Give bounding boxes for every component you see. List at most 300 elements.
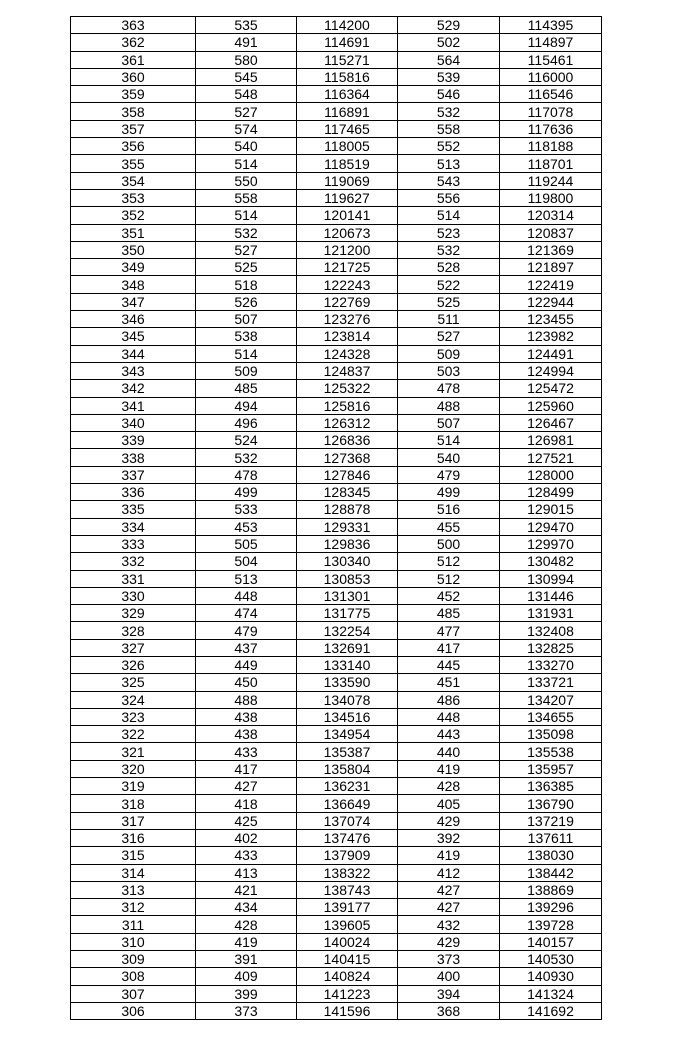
count-cell-b: 452 — [398, 587, 500, 604]
count-cell-a: 491 — [196, 34, 297, 51]
cumulative-cell-a: 135387 — [297, 743, 398, 760]
count-cell-a: 538 — [196, 328, 297, 345]
score-cell: 309 — [71, 951, 196, 968]
score-cell: 321 — [71, 743, 196, 760]
count-cell-b: 564 — [398, 51, 500, 68]
count-cell-a: 499 — [196, 484, 297, 501]
cumulative-cell-b: 119244 — [500, 172, 602, 189]
score-cell: 349 — [71, 259, 196, 276]
count-cell-b: 419 — [398, 760, 500, 777]
cumulative-cell-a: 116364 — [297, 86, 398, 103]
score-cell: 337 — [71, 466, 196, 483]
table-row — [71, 17, 602, 34]
count-cell-b: 511 — [398, 311, 500, 328]
table-row — [71, 120, 602, 137]
score-table — [70, 16, 602, 1020]
score-cell: 324 — [71, 691, 196, 708]
table-row — [71, 899, 602, 916]
score-cell: 329 — [71, 605, 196, 622]
table-row — [71, 397, 602, 414]
count-cell-b: 502 — [398, 34, 500, 51]
score-cell: 362 — [71, 34, 196, 51]
cumulative-cell-a: 115271 — [297, 51, 398, 68]
cumulative-cell-b: 115461 — [500, 51, 602, 68]
count-cell-b: 539 — [398, 68, 500, 85]
count-cell-a: 418 — [196, 795, 297, 812]
table-row — [71, 466, 602, 483]
cumulative-cell-b: 122944 — [500, 293, 602, 310]
count-cell-a: 533 — [196, 501, 297, 518]
cumulative-cell-a: 140024 — [297, 933, 398, 950]
count-cell-a: 437 — [196, 639, 297, 656]
count-cell-a: 558 — [196, 189, 297, 206]
table-row — [71, 484, 602, 501]
cumulative-cell-b: 116000 — [500, 68, 602, 85]
count-cell-a: 425 — [196, 812, 297, 829]
count-cell-b: 429 — [398, 933, 500, 950]
cumulative-cell-b: 136385 — [500, 778, 602, 795]
count-cell-a: 550 — [196, 172, 297, 189]
count-cell-a: 409 — [196, 968, 297, 985]
cumulative-cell-a: 134078 — [297, 691, 398, 708]
cumulative-cell-b: 117636 — [500, 120, 602, 137]
cumulative-cell-b: 118701 — [500, 155, 602, 172]
score-cell: 331 — [71, 570, 196, 587]
cumulative-cell-b: 138442 — [500, 864, 602, 881]
table-row — [71, 656, 602, 673]
cumulative-cell-a: 130340 — [297, 553, 398, 570]
cumulative-cell-b: 123982 — [500, 328, 602, 345]
score-cell: 322 — [71, 726, 196, 743]
count-cell-b: 514 — [398, 207, 500, 224]
count-cell-a: 427 — [196, 778, 297, 795]
count-cell-b: 427 — [398, 899, 500, 916]
cumulative-cell-a: 118519 — [297, 155, 398, 172]
cumulative-cell-b: 136790 — [500, 795, 602, 812]
count-cell-b: 540 — [398, 449, 500, 466]
score-cell: 351 — [71, 224, 196, 241]
cumulative-cell-b: 138030 — [500, 847, 602, 864]
table-row — [71, 34, 602, 51]
cumulative-cell-a: 138743 — [297, 881, 398, 898]
cumulative-cell-a: 121725 — [297, 259, 398, 276]
table-row — [71, 881, 602, 898]
score-cell: 312 — [71, 899, 196, 916]
count-cell-a: 419 — [196, 933, 297, 950]
table-row — [71, 985, 602, 1002]
cumulative-cell-a: 132254 — [297, 622, 398, 639]
table-row — [71, 639, 602, 656]
cumulative-cell-b: 114897 — [500, 34, 602, 51]
cumulative-cell-a: 131301 — [297, 587, 398, 604]
score-cell: 361 — [71, 51, 196, 68]
cumulative-cell-b: 126981 — [500, 432, 602, 449]
cumulative-cell-b: 133721 — [500, 674, 602, 691]
table-row — [71, 345, 602, 362]
cumulative-cell-a: 136649 — [297, 795, 398, 812]
cumulative-cell-a: 129331 — [297, 518, 398, 535]
count-cell-a: 474 — [196, 605, 297, 622]
table-row — [71, 847, 602, 864]
score-cell: 346 — [71, 311, 196, 328]
table-row — [71, 605, 602, 622]
count-cell-a: 574 — [196, 120, 297, 137]
table-row — [71, 380, 602, 397]
score-cell: 348 — [71, 276, 196, 293]
count-cell-b: 552 — [398, 138, 500, 155]
table-row — [71, 622, 602, 639]
cumulative-cell-a: 125322 — [297, 380, 398, 397]
count-cell-b: 477 — [398, 622, 500, 639]
count-cell-a: 433 — [196, 743, 297, 760]
count-cell-b: 543 — [398, 172, 500, 189]
count-cell-a: 514 — [196, 345, 297, 362]
count-cell-b: 525 — [398, 293, 500, 310]
count-cell-b: 373 — [398, 951, 500, 968]
cumulative-cell-a: 130853 — [297, 570, 398, 587]
cumulative-cell-b: 140530 — [500, 951, 602, 968]
count-cell-b: 527 — [398, 328, 500, 345]
cumulative-cell-a: 122243 — [297, 276, 398, 293]
score-cell: 345 — [71, 328, 196, 345]
score-cell: 328 — [71, 622, 196, 639]
count-cell-b: 394 — [398, 985, 500, 1002]
score-cell: 316 — [71, 829, 196, 846]
cumulative-cell-b: 139728 — [500, 916, 602, 933]
count-cell-b: 478 — [398, 380, 500, 397]
cumulative-cell-b: 141692 — [500, 1002, 602, 1019]
score-cell: 307 — [71, 985, 196, 1002]
count-cell-a: 417 — [196, 760, 297, 777]
score-cell: 332 — [71, 553, 196, 570]
score-cell: 343 — [71, 362, 196, 379]
table-row — [71, 951, 602, 968]
cumulative-cell-b: 135538 — [500, 743, 602, 760]
table-row — [71, 864, 602, 881]
cumulative-cell-a: 115816 — [297, 68, 398, 85]
table-row — [71, 414, 602, 431]
cumulative-cell-b: 122419 — [500, 276, 602, 293]
count-cell-b: 427 — [398, 881, 500, 898]
count-cell-a: 485 — [196, 380, 297, 397]
table-row — [71, 68, 602, 85]
cumulative-cell-b: 124994 — [500, 362, 602, 379]
count-cell-b: 532 — [398, 103, 500, 120]
count-cell-a: 402 — [196, 829, 297, 846]
cumulative-cell-a: 119069 — [297, 172, 398, 189]
cumulative-cell-a: 132691 — [297, 639, 398, 656]
count-cell-b: 440 — [398, 743, 500, 760]
count-cell-a: 580 — [196, 51, 297, 68]
table-row — [71, 1002, 602, 1019]
cumulative-cell-a: 139177 — [297, 899, 398, 916]
cumulative-cell-a: 123276 — [297, 311, 398, 328]
cumulative-cell-a: 124328 — [297, 345, 398, 362]
table-row — [71, 691, 602, 708]
count-cell-b: 443 — [398, 726, 500, 743]
table-row — [71, 587, 602, 604]
cumulative-cell-a: 121200 — [297, 241, 398, 258]
count-cell-a: 373 — [196, 1002, 297, 1019]
count-cell-b: 503 — [398, 362, 500, 379]
count-cell-b: 514 — [398, 432, 500, 449]
count-cell-b: 500 — [398, 535, 500, 552]
count-cell-a: 514 — [196, 207, 297, 224]
score-cell: 357 — [71, 120, 196, 137]
score-cell: 350 — [71, 241, 196, 258]
cumulative-cell-b: 129015 — [500, 501, 602, 518]
cumulative-cell-b: 127521 — [500, 449, 602, 466]
count-cell-a: 453 — [196, 518, 297, 535]
score-cell: 358 — [71, 103, 196, 120]
cumulative-cell-a: 138322 — [297, 864, 398, 881]
count-cell-a: 496 — [196, 414, 297, 431]
table-row — [71, 778, 602, 795]
table-row — [71, 189, 602, 206]
table-row — [71, 553, 602, 570]
count-cell-a: 494 — [196, 397, 297, 414]
cumulative-cell-a: 137909 — [297, 847, 398, 864]
count-cell-a: 428 — [196, 916, 297, 933]
cumulative-cell-b: 129970 — [500, 535, 602, 552]
count-cell-a: 514 — [196, 155, 297, 172]
cumulative-cell-b: 140157 — [500, 933, 602, 950]
cumulative-cell-a: 131775 — [297, 605, 398, 622]
cumulative-cell-b: 119800 — [500, 189, 602, 206]
count-cell-a: 526 — [196, 293, 297, 310]
cumulative-cell-a: 120673 — [297, 224, 398, 241]
count-cell-a: 545 — [196, 68, 297, 85]
count-cell-b: 417 — [398, 639, 500, 656]
cumulative-cell-a: 137476 — [297, 829, 398, 846]
score-cell: 308 — [71, 968, 196, 985]
count-cell-a: 391 — [196, 951, 297, 968]
cumulative-cell-b: 131931 — [500, 605, 602, 622]
count-cell-a: 505 — [196, 535, 297, 552]
table-row — [71, 570, 602, 587]
count-cell-b: 523 — [398, 224, 500, 241]
count-cell-b: 485 — [398, 605, 500, 622]
count-cell-a: 479 — [196, 622, 297, 639]
cumulative-cell-b: 133270 — [500, 656, 602, 673]
table-row — [71, 103, 602, 120]
cumulative-cell-b: 138869 — [500, 881, 602, 898]
cumulative-cell-b: 141324 — [500, 985, 602, 1002]
count-cell-a: 504 — [196, 553, 297, 570]
count-cell-b: 528 — [398, 259, 500, 276]
score-cell: 352 — [71, 207, 196, 224]
table-row — [71, 293, 602, 310]
score-cell: 320 — [71, 760, 196, 777]
count-cell-b: 400 — [398, 968, 500, 985]
cumulative-cell-a: 114200 — [297, 17, 398, 34]
table-row — [71, 172, 602, 189]
count-cell-b: 546 — [398, 86, 500, 103]
count-cell-b: 513 — [398, 155, 500, 172]
cumulative-cell-a: 137074 — [297, 812, 398, 829]
score-cell: 315 — [71, 847, 196, 864]
count-cell-a: 438 — [196, 726, 297, 743]
count-cell-b: 419 — [398, 847, 500, 864]
score-cell: 355 — [71, 155, 196, 172]
cumulative-cell-a: 126312 — [297, 414, 398, 431]
cumulative-cell-a: 119627 — [297, 189, 398, 206]
cumulative-cell-b: 121897 — [500, 259, 602, 276]
table-row — [71, 795, 602, 812]
cumulative-cell-b: 125472 — [500, 380, 602, 397]
cumulative-cell-b: 116546 — [500, 86, 602, 103]
table-row — [71, 155, 602, 172]
score-cell: 310 — [71, 933, 196, 950]
table-row — [71, 311, 602, 328]
score-cell: 363 — [71, 17, 196, 34]
cumulative-cell-b: 135957 — [500, 760, 602, 777]
score-cell: 333 — [71, 535, 196, 552]
cumulative-cell-a: 127846 — [297, 466, 398, 483]
count-cell-a: 540 — [196, 138, 297, 155]
cumulative-cell-b: 123455 — [500, 311, 602, 328]
cumulative-cell-b: 124491 — [500, 345, 602, 362]
cumulative-cell-b: 132408 — [500, 622, 602, 639]
table-row — [71, 328, 602, 345]
score-cell: 356 — [71, 138, 196, 155]
count-cell-b: 412 — [398, 864, 500, 881]
table-row — [71, 86, 602, 103]
cumulative-cell-a: 136231 — [297, 778, 398, 795]
count-cell-b: 486 — [398, 691, 500, 708]
count-cell-b: 479 — [398, 466, 500, 483]
table-row — [71, 708, 602, 725]
score-cell: 311 — [71, 916, 196, 933]
cumulative-cell-a: 124837 — [297, 362, 398, 379]
table-row — [71, 535, 602, 552]
score-cell: 306 — [71, 1002, 196, 1019]
count-cell-a: 525 — [196, 259, 297, 276]
table-row — [71, 760, 602, 777]
cumulative-cell-b: 121369 — [500, 241, 602, 258]
score-cell: 330 — [71, 587, 196, 604]
count-cell-b: 507 — [398, 414, 500, 431]
count-cell-a: 449 — [196, 656, 297, 673]
cumulative-cell-a: 125816 — [297, 397, 398, 414]
table-row — [71, 518, 602, 535]
count-cell-a: 448 — [196, 587, 297, 604]
cumulative-cell-a: 140415 — [297, 951, 398, 968]
count-cell-b: 451 — [398, 674, 500, 691]
cumulative-cell-a: 141223 — [297, 985, 398, 1002]
score-cell: 326 — [71, 656, 196, 673]
count-cell-b: 522 — [398, 276, 500, 293]
count-cell-a: 535 — [196, 17, 297, 34]
count-cell-a: 513 — [196, 570, 297, 587]
count-cell-b: 392 — [398, 829, 500, 846]
count-cell-b: 512 — [398, 570, 500, 587]
table-row — [71, 933, 602, 950]
count-cell-a: 527 — [196, 241, 297, 258]
cumulative-cell-a: 128345 — [297, 484, 398, 501]
score-cell: 338 — [71, 449, 196, 466]
count-cell-a: 532 — [196, 224, 297, 241]
count-cell-b: 432 — [398, 916, 500, 933]
score-cell: 336 — [71, 484, 196, 501]
cumulative-cell-a: 123814 — [297, 328, 398, 345]
score-cell: 318 — [71, 795, 196, 812]
cumulative-cell-a: 116891 — [297, 103, 398, 120]
table-row — [71, 829, 602, 846]
table-row — [71, 674, 602, 691]
cumulative-cell-a: 127368 — [297, 449, 398, 466]
cumulative-cell-b: 114395 — [500, 17, 602, 34]
cumulative-cell-b: 120314 — [500, 207, 602, 224]
count-cell-a: 399 — [196, 985, 297, 1002]
count-cell-a: 518 — [196, 276, 297, 293]
count-cell-a: 527 — [196, 103, 297, 120]
cumulative-cell-a: 134516 — [297, 708, 398, 725]
cumulative-cell-b: 128499 — [500, 484, 602, 501]
score-cell: 353 — [71, 189, 196, 206]
count-cell-b: 448 — [398, 708, 500, 725]
cumulative-cell-a: 120141 — [297, 207, 398, 224]
cumulative-cell-a: 133590 — [297, 674, 398, 691]
cumulative-cell-b: 137611 — [500, 829, 602, 846]
cumulative-cell-a: 118005 — [297, 138, 398, 155]
count-cell-b: 532 — [398, 241, 500, 258]
score-cell: 340 — [71, 414, 196, 431]
cumulative-cell-b: 135098 — [500, 726, 602, 743]
score-cell: 359 — [71, 86, 196, 103]
table-row — [71, 207, 602, 224]
score-cell: 319 — [71, 778, 196, 795]
cumulative-cell-a: 128878 — [297, 501, 398, 518]
count-cell-a: 438 — [196, 708, 297, 725]
cumulative-cell-a: 117465 — [297, 120, 398, 137]
cumulative-cell-a: 139605 — [297, 916, 398, 933]
score-cell: 325 — [71, 674, 196, 691]
count-cell-b: 445 — [398, 656, 500, 673]
count-cell-b: 556 — [398, 189, 500, 206]
count-cell-b: 428 — [398, 778, 500, 795]
score-cell: 314 — [71, 864, 196, 881]
table-row — [71, 432, 602, 449]
table-row — [71, 51, 602, 68]
table-row — [71, 259, 602, 276]
count-cell-b: 529 — [398, 17, 500, 34]
cumulative-cell-b: 134207 — [500, 691, 602, 708]
count-cell-b: 509 — [398, 345, 500, 362]
cumulative-cell-b: 137219 — [500, 812, 602, 829]
cumulative-cell-b: 129470 — [500, 518, 602, 535]
count-cell-b: 516 — [398, 501, 500, 518]
count-cell-b: 512 — [398, 553, 500, 570]
table-row — [71, 501, 602, 518]
cumulative-cell-b: 139296 — [500, 899, 602, 916]
count-cell-b: 558 — [398, 120, 500, 137]
count-cell-a: 421 — [196, 881, 297, 898]
cumulative-cell-b: 120837 — [500, 224, 602, 241]
score-cell: 335 — [71, 501, 196, 518]
score-cell: 327 — [71, 639, 196, 656]
score-cell: 317 — [71, 812, 196, 829]
score-cell: 323 — [71, 708, 196, 725]
cumulative-cell-b: 131446 — [500, 587, 602, 604]
table-row — [71, 449, 602, 466]
score-cell: 344 — [71, 345, 196, 362]
cumulative-cell-b: 140930 — [500, 968, 602, 985]
count-cell-b: 499 — [398, 484, 500, 501]
score-cell: 341 — [71, 397, 196, 414]
cumulative-cell-a: 129836 — [297, 535, 398, 552]
cumulative-cell-a: 122769 — [297, 293, 398, 310]
